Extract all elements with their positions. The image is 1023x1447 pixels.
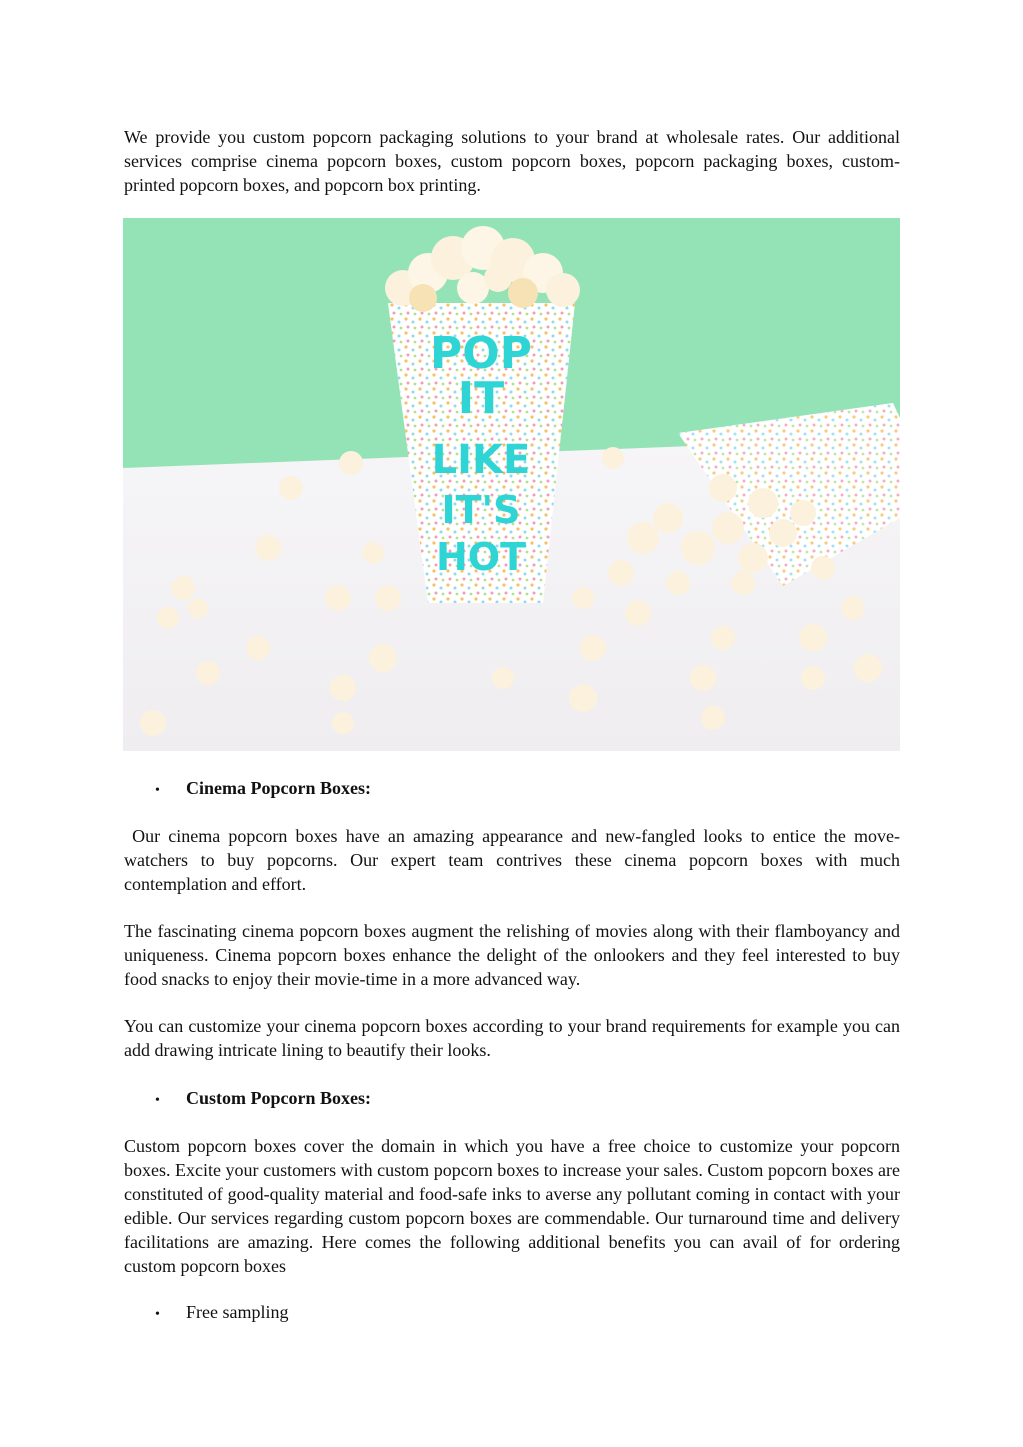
box-text-line: IT [457, 373, 505, 424]
popcorn-photo [123, 218, 900, 751]
bullet-icon: • [155, 783, 160, 798]
intro-paragraph: We provide you custom popcorn packaging solutions to your brand at wholesale rates. Our additional services comprise cinema popcorn boxes, custom popcorn boxes, popcorn packaging boxes, custom-printed popcorn boxes, and popcorn box printing. [124, 127, 900, 195]
cinema-paragraph-3: You can customize your cinema popcorn boxes according to your brand requirements for example you can add drawing intricate lining to beautify their looks. [124, 1016, 900, 1060]
box-text-line: LIKE [431, 437, 531, 483]
box-text-line: HOT [435, 535, 527, 579]
section-heading-custom [155, 1086, 371, 1113]
custom-paragraph-1: Custom popcorn boxes cover the domain in which you have a free choice to customize your popcorn boxes. Excite your customers with custom popcorn boxes to increase your sales. Custom popcorn boxes are constituted of good-quality material and food-safe inks to averse any pollutant coming in contact with your edible. Our services regarding custom popcorn boxes are commendable. Our turnaround time and delivery facilitations are amazing. Here comes the following additional benefits you can avail of for ordering custom popcorn boxes [124, 1136, 900, 1276]
bullet-icon: • [155, 1093, 160, 1108]
benefit-text: Free sampling [186, 1302, 289, 1322]
benefit-list-item [155, 1300, 288, 1327]
cinema-paragraph-2: The fascinating cinema popcorn boxes augment the relishing of movies along with their flamboyancy and uniqueness. Cinema popcorn boxes enhance the delight of the onlookers and they feel interested to buy food snacks to enjoy their movie-time in a more advanced way. [124, 921, 900, 989]
section-heading-text: Custom Popcorn Boxes: [186, 1088, 371, 1108]
cinema-paragraph-1: Our cinema popcorn boxes have an amazing appearance and new-fangled looks to entice the move-watchers to buy popcorns. Our expert team contrives these cinema popcorn boxes with much contemplation and effort. [124, 826, 905, 894]
section-heading-cinema [155, 776, 371, 803]
box-text-line: POP [430, 328, 532, 379]
bullet-icon: • [155, 1307, 160, 1322]
box-text-line: IT'S [441, 488, 521, 532]
section-heading-text: Cinema Popcorn Boxes: [186, 778, 371, 798]
